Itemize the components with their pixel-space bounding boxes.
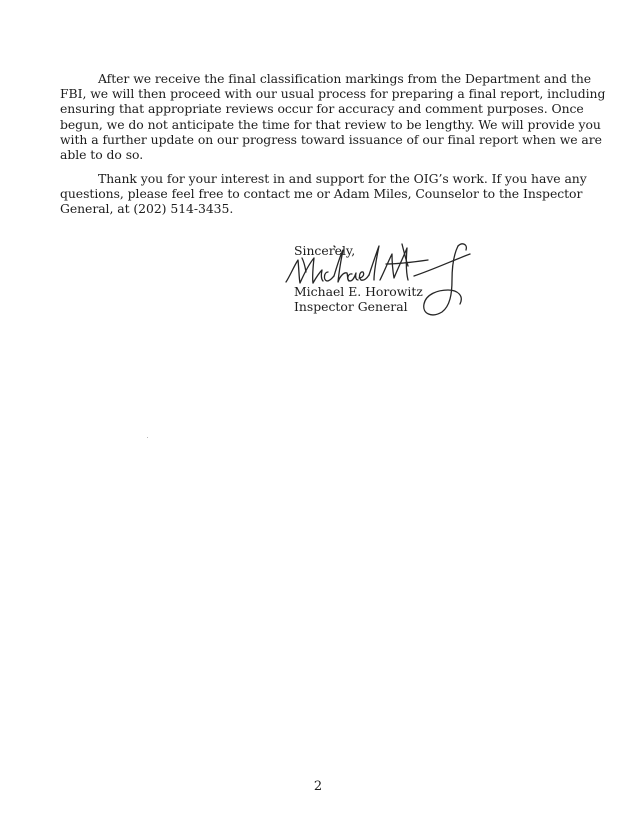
paragraph-line: with a further update on our progress toward issuance of our final report when we are <box>60 131 602 147</box>
signer-name: Michael E. Horowitz <box>294 284 423 299</box>
letter-paragraph-1 <box>60 71 606 163</box>
paragraph-line: FBI, we will then proceed with our usual process for preparing a final report, including <box>60 86 606 102</box>
paragraph-line: able to do so. <box>60 147 144 163</box>
paragraph-line: ensuring that appropriate reviews occur for accuracy and comment purposes. Once <box>60 101 584 117</box>
paragraph-line: Thank you for your interest in and support for the OIG’s work. If you have any <box>98 171 587 186</box>
paragraph-line: begun, we do not anticipate the time for that review to be lengthy. We will provide you <box>60 116 601 132</box>
letter-paragraph-2 <box>60 171 587 217</box>
page-number: 2 <box>313 779 323 794</box>
paragraph-line: After we receive the final classification markings from the Department and the <box>98 71 592 86</box>
paragraph-line: General, at (202) 514-3435. <box>60 201 234 217</box>
closing-salutation: Sincerely, <box>294 243 356 258</box>
paragraph-line: questions, please feel free to contact me or Adam Miles, Counselor to the Inspector <box>60 186 583 202</box>
signer-title: Inspector General <box>294 299 408 314</box>
scan-speck <box>147 437 148 438</box>
